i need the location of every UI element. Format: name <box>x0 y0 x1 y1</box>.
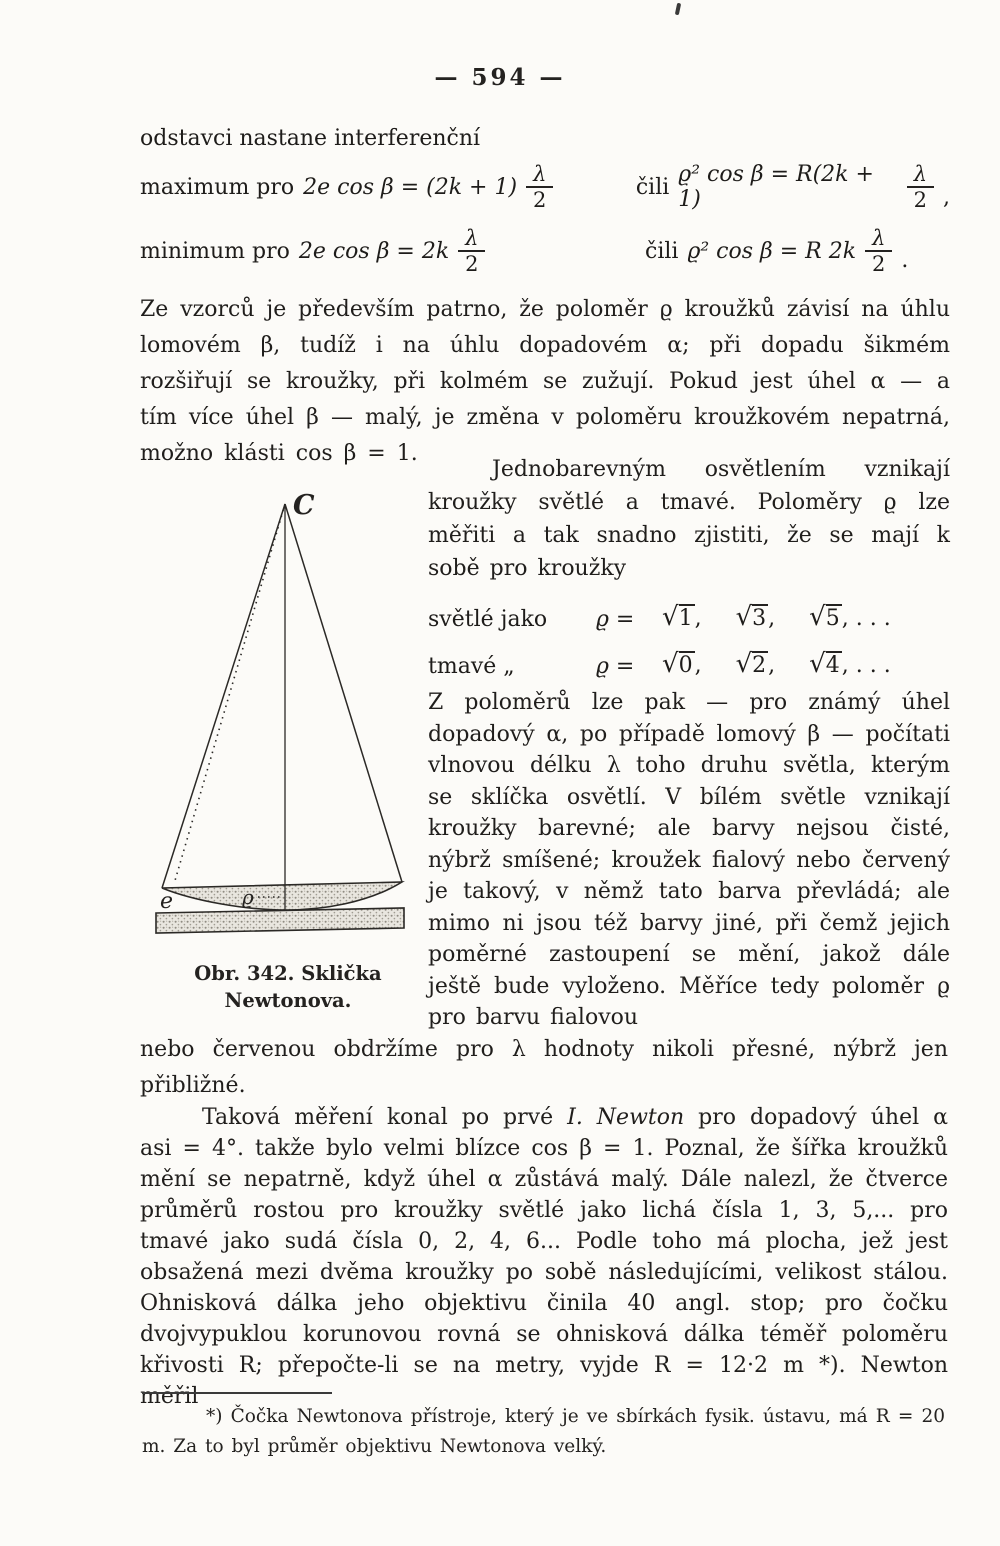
radii-row-bright <box>428 585 950 632</box>
paragraph-vzorce: Ze vzorců je především patrno, že poloměr ϱ kroužků závisí na úhlu lomovém β, tudíž i na úhlu dopadovém α; při dopadu šikmém rozšiřují se kroužky, při kolmém se zužují. Pokud jest úhel α — a tím více úhel β — malý, je změna v poloměru kroužkovém nepatrná, možno klásti cos β = 1. <box>140 297 950 466</box>
figure-newton-glasses <box>150 476 426 1014</box>
formula-maximum-rhs: ϱ² cos β = R(2k + 1) <box>678 162 874 212</box>
figure-caption-line1: Obr. 342. Sklička <box>194 962 382 985</box>
cili-word: čili <box>645 238 679 264</box>
formula-maximum <box>140 155 950 219</box>
formula-minimum <box>140 219 950 283</box>
plano-convex-lens <box>162 882 402 910</box>
intro-line: odstavci nastane interferenční <box>140 126 481 151</box>
radii-row-bright-label: světlé jako <box>428 607 548 632</box>
label-e: e <box>160 889 174 914</box>
intro-block <box>140 126 950 283</box>
footnote <box>142 1402 945 1462</box>
ink-speck <box>675 3 681 16</box>
formula-minimum-rhs: ϱ² cos β = R 2k <box>687 238 857 264</box>
label-rho: ϱ <box>242 885 254 909</box>
sqrt-value: √4, . . . <box>809 649 891 679</box>
formula-minimum-right <box>645 227 908 275</box>
label-apex-C: C <box>293 490 315 521</box>
newton-rings-diagram <box>150 476 426 946</box>
sqrt-value: √0, <box>662 649 702 679</box>
cone-right-edge <box>285 504 402 882</box>
sqrt-value: √5, . . . <box>809 602 891 632</box>
formula-maximum-left <box>140 163 636 211</box>
sqrt-value: √3, <box>735 602 776 632</box>
radical-sign: √ <box>662 649 679 679</box>
right-column <box>428 453 950 1034</box>
paragraph-newton-measurements <box>140 1102 948 1412</box>
radical-sign: √ <box>735 602 753 632</box>
radical-sign: √ <box>809 649 826 679</box>
radical-sign: √ <box>662 602 679 632</box>
formula-maximum-lhs: 2e cos β = (2k + 1) <box>303 174 518 200</box>
fraction-lambda-2: $\frac{\lambda}{2}$ <box>865 227 892 275</box>
paragraph-continuation: nebo červenou obdržíme pro λ hodnoty nikoli přesné, nýbrž jen přibližné. <box>140 1037 948 1098</box>
radical-sign: √ <box>735 649 753 679</box>
footnote-text: Čočka Newtonova přístroje, který je ve sbírkách fysik. ústavu, má R = 20 m. Za to byl průměr objektivu Newtonova velký. <box>142 1406 945 1457</box>
fraction-lambda-2: $\frac{\lambda}{2}$ <box>458 227 485 275</box>
formula-minimum-left <box>140 227 645 275</box>
sqrt-value: √1, <box>662 602 702 632</box>
formula-maximum-label: maximum pro <box>140 174 295 200</box>
flat-glass-plate <box>156 908 404 933</box>
radical-sign: √ <box>809 602 826 632</box>
footnote-rule <box>142 1392 332 1394</box>
fraction-lambda-2: $\frac{\lambda}{2}$ <box>526 163 553 211</box>
paragraph-jednobarevnym: Jednobarevným osvětlením vznikají kroužky světlé a tmavé. Poloměry ϱ lze měřiti a tak snadno zjistiti, že se mají k sobě pro kroužky <box>428 457 950 581</box>
sqrt-value: √2, <box>735 649 776 679</box>
page-number: — 594 — <box>434 64 566 91</box>
cone-left-edge <box>162 504 285 888</box>
formula-minimum-tail: . <box>901 248 909 274</box>
formula-minimum-label: minimum pro <box>140 238 290 264</box>
figure-caption <box>150 960 426 1014</box>
dotted-radius-line <box>174 504 285 884</box>
footnote-marker: *) <box>206 1406 223 1427</box>
formula-maximum-tail: , <box>943 185 950 210</box>
fraction-lambda-2: $\frac{\lambda}{2}$ <box>907 163 934 211</box>
radii-row-dark <box>428 632 950 679</box>
newton-name: I. Newton <box>567 1105 685 1130</box>
rho-equals: ϱ = <box>596 607 635 632</box>
formula-maximum-right <box>636 162 950 212</box>
figure-caption-line2: Newtonova. <box>224 989 352 1012</box>
newton-para-rest: pro dopadový úhel α asi = 4°. takže bylo velmi blízce cos β = 1. Poznal, že šířka kroužků mění se nepatrně, když úhel α zůstává malý. Dále nalezl, že čtverce průměrů rostou pro kroužky světlé jako lichá čísla 1, 3, 5,... pro tmavé jako sudá čísla 0, 2, 4, 6... Podle toho má plocha, jež jest obsažená mezi dvěma kroužky po sobě následujícími, velikost stálou. Ohnisková dálka jeho objektivu činila 40 angl. stop; pro čočku dvojvypuklou korunovou rovná se ohnisková dálka téměř poloměru křivosti R; přepočte-li se na metry, vyjde R = 12·2 m *). Newton měřil <box>140 1105 948 1409</box>
paragraph-polomeru: Z poloměrů lze pak — pro známý úhel dopadový α, po případě lomový β — počítati vlnovou délku λ toho druhu světla, kterým se sklíčka osvětlí. V bílém světle vznikají kroužky barevné; ale barvy nejsou čisté, nýbrž smíšené; kroužek fialový nebo červený je takový, v němž tato barva převládá; ale mimo ni jsou též barvy jiné, při čemž jejich poměrné zastoupení se mění, jakož dále ještě bude vyloženo. Měříce tedy poloměr ϱ pro barvu fialovou <box>428 690 950 1030</box>
formula-minimum-lhs: 2e cos β = 2k <box>298 238 450 264</box>
rho-equals: ϱ = <box>596 654 635 679</box>
cili-word: čili <box>635 174 670 200</box>
newton-para-start: Taková měření konal po prvé <box>202 1105 568 1130</box>
radii-row-dark-label: tmavé „ <box>428 654 515 679</box>
